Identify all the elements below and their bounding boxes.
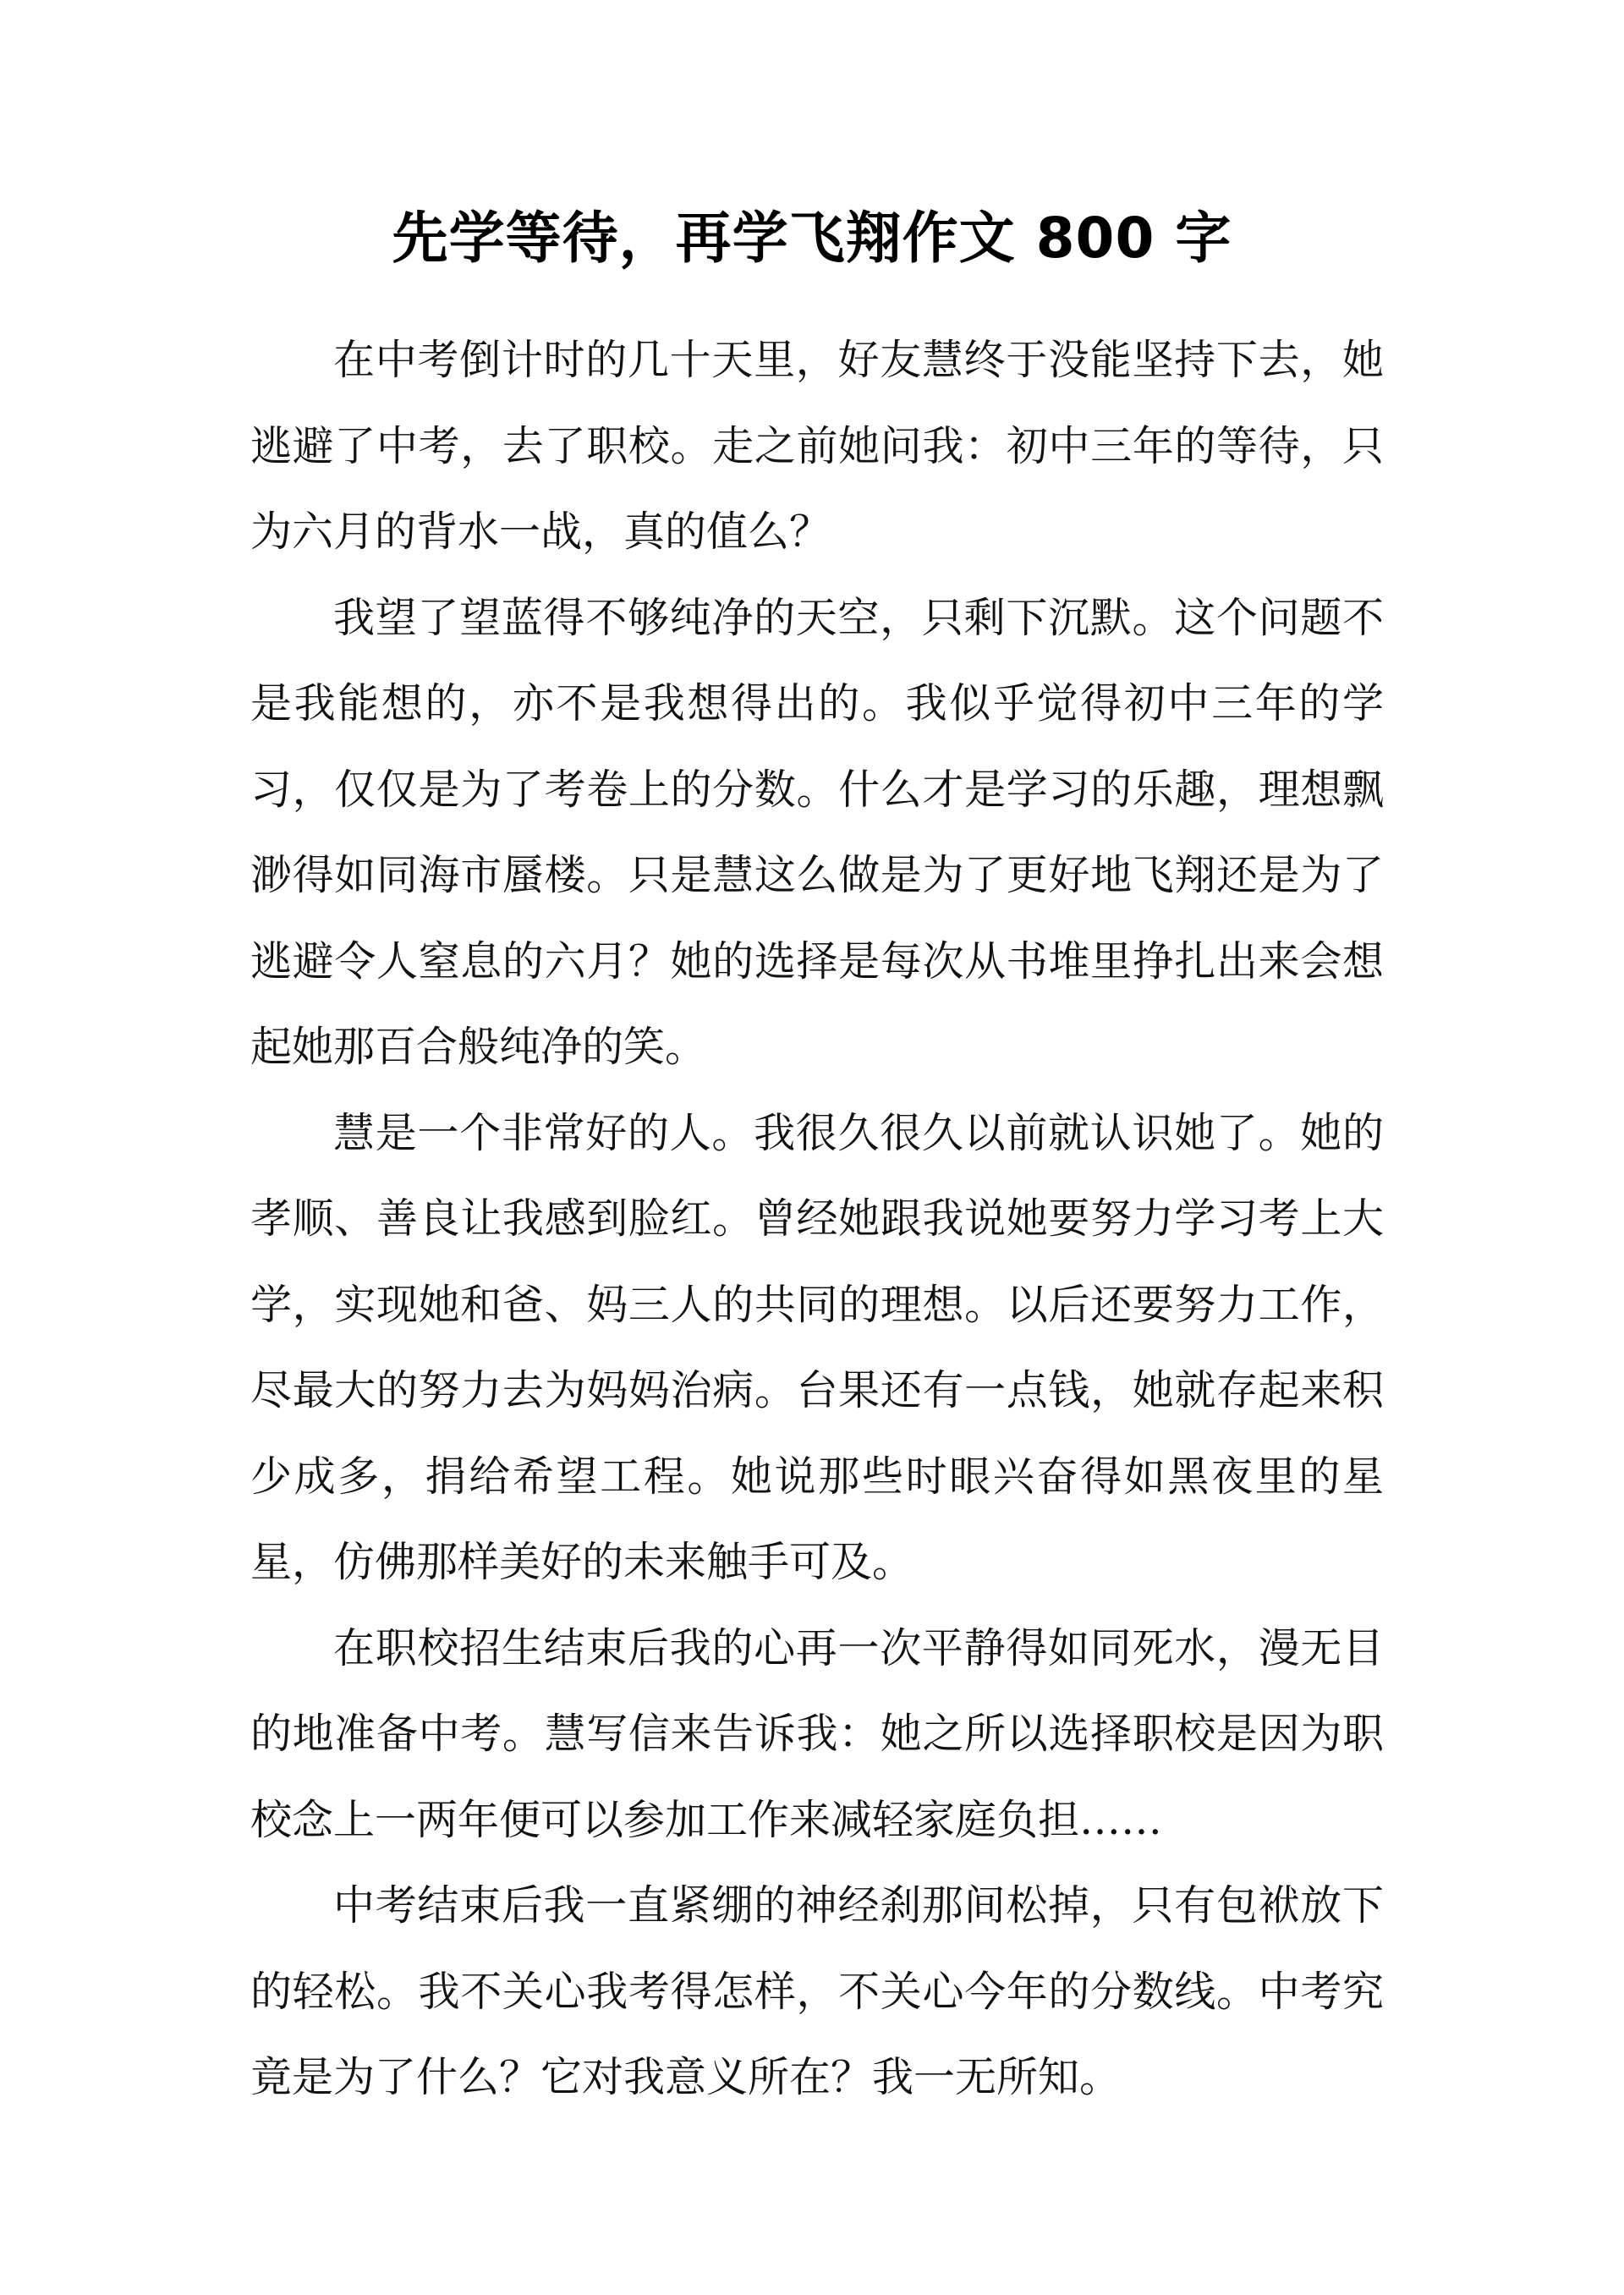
paragraph-5: 中考结束后我一直紧绷的神经刹那间松掉，只有包袱放下的轻松。我不关心我考得怎样，不关心今年的分数线。中考究竟是为了什么？它对我意义所在？我一无所知。: [250, 1881, 1384, 2101]
paragraph-3: 慧是一个非常好的人。我很久很久以前就认识她了。她的孝顺、善良让我感到脸红。曾经她跟我说她要努力学习考上大学，实现她和爸、妈三人的共同的理想。以后还要努力工作，尽最大的努力去为妈妈治病。台果还有一点钱，她就存起来积少成多，捐给希望工程。她说那些时眼兴奋得如黑夜里的星星，仿佛那样美好的未来触手可及。: [250, 1108, 1384, 1586]
paragraph-4: 在职校招生结束后我的心再一次平静得如同死水，漫无目的地准备中考。慧写信来告诉我：她之所以选择职校是因为职校念上一两年便可以参加工作来减轻家庭负担……: [250, 1623, 1384, 1844]
paragraph-2: 我望了望蓝得不够纯净的天空，只剩下沉默。这个问题不是我能想的，亦不是我想得出的。我似乎觉得初中三年的学习，仅仅是为了考卷上的分数。什么才是学习的乐趣，理想飘渺得如同海市蜃楼。只是慧这么做是为了更好地飞翔还是为了逃避令人窒息的六月？她的选择是每次从书堆里挣扎出来会想起她那百合般纯净的笑。: [250, 593, 1384, 1071]
document-title: 先学等待，再学飞翔作文 800 字: [392, 206, 1232, 271]
paragraph-1: 在中考倒计时的几十天里，好友慧终于没能坚持下去，她逃避了中考，去了职校。走之前她问我：初中三年的等待，只为六月的背水一战，真的值么？: [250, 336, 1384, 556]
document-body: [250, 317, 1384, 2121]
